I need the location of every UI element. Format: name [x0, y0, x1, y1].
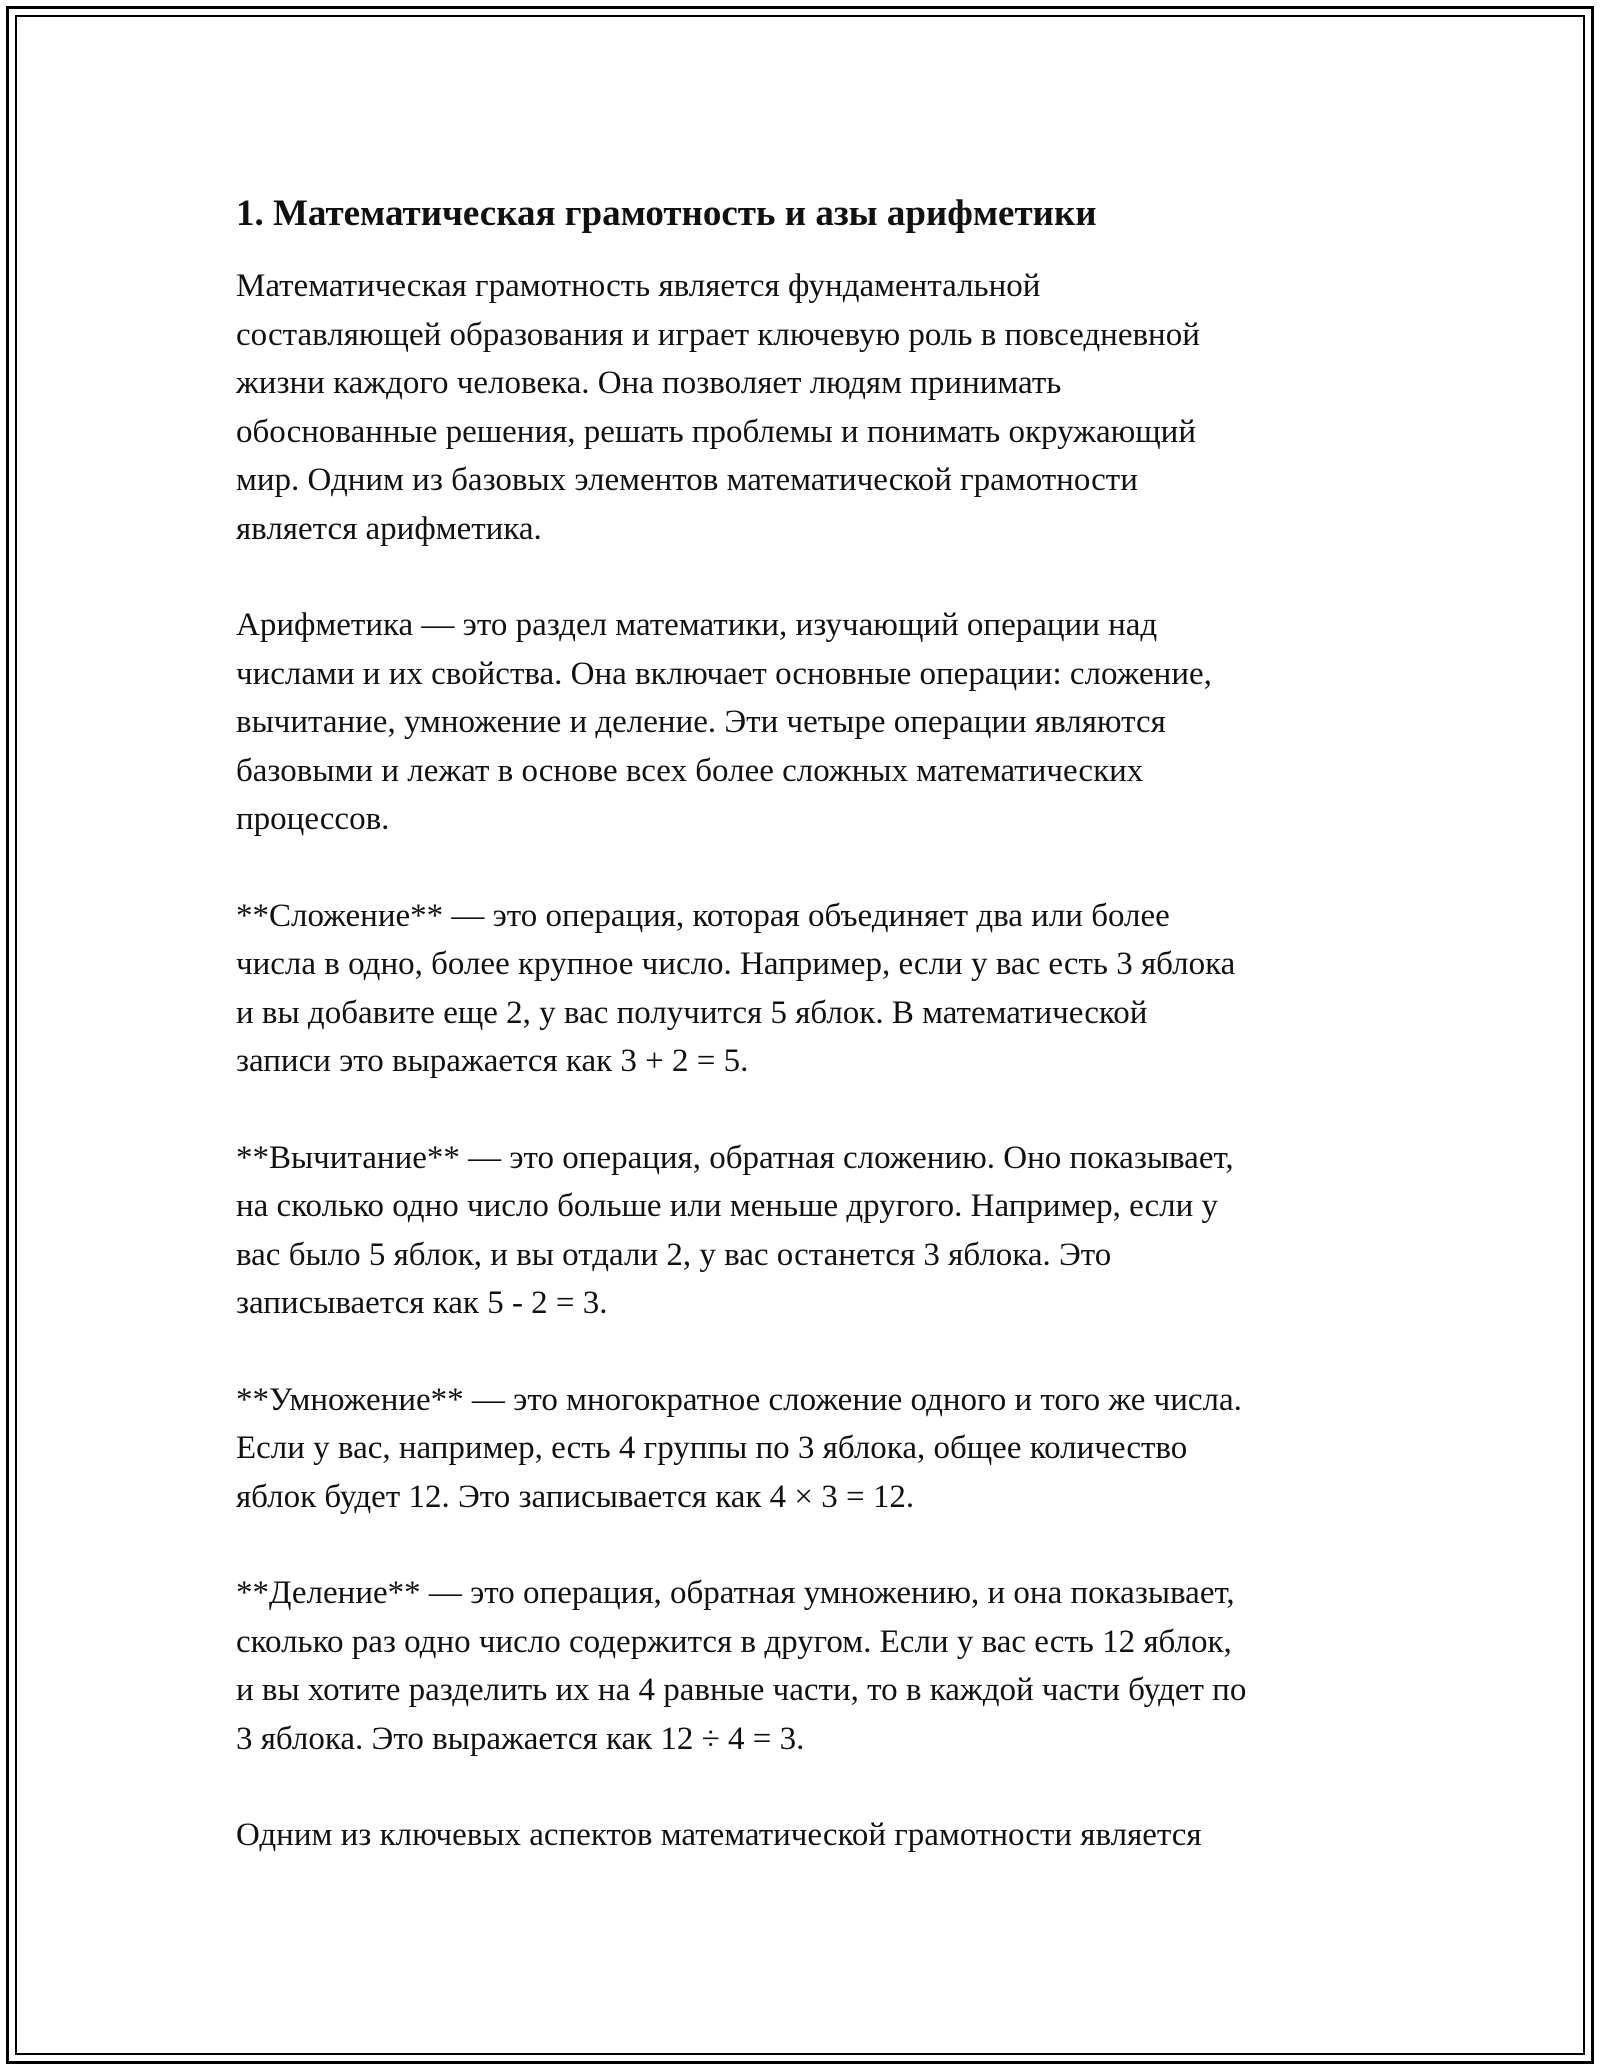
text-line: яблок будет 12. Это записывается как 4 × 3 = 12. — [236, 1478, 915, 1515]
text-line: Если у вас, например, есть 4 группы по 3 яблока, общее количество — [236, 1430, 1188, 1466]
paragraph-intro — [236, 262, 1406, 553]
text-line: процессов. — [236, 801, 390, 837]
text-line: числами и их свойства. Она включает основные операции: сложение, — [236, 655, 1212, 692]
document-body — [236, 188, 1406, 1908]
text-line: на сколько одно число больше или меньше другого. Например, если у — [236, 1188, 1219, 1224]
text-line: Одним из ключевых аспектов математической грамотности является — [236, 1817, 1202, 1853]
text-line: вас было 5 яблок, и вы отдали 2, у вас останется 3 яблока. Это — [236, 1236, 1112, 1273]
paragraph-closing — [236, 1811, 1406, 1860]
text-line: базовыми и лежат в основе всех более сложных математических — [236, 752, 1144, 789]
text-line: жизни каждого человека. Она позволяет людям принимать — [236, 365, 1062, 401]
text-line: вычитание, умножение и деление. Эти четыре операции являются — [236, 704, 1166, 740]
text-line: является арифметика. — [236, 510, 542, 547]
text-line: Математическая грамотность является фундаментальной — [236, 268, 1041, 304]
text-line: обоснованные решения, решать проблемы и понимать окружающий — [236, 413, 1196, 450]
paragraph-arithmetic — [236, 601, 1406, 844]
paragraph-multiplication — [236, 1376, 1406, 1522]
document-title: 1. Математическая грамотность и азы арифметики — [236, 193, 1097, 234]
text-line: записи это выражается как 3 + 2 = 5. — [236, 1043, 749, 1079]
text-line: Арифметика — это раздел математики, изучающий операции над — [236, 607, 1158, 643]
text-line: составляющей образования и играет ключевую роль в повседневной — [236, 316, 1200, 353]
text-line: **Вычитание** — это операция, обратная сложению. Оно показывает, — [236, 1139, 1234, 1176]
paragraph-division — [236, 1569, 1406, 1763]
paragraph-subtraction — [236, 1134, 1406, 1328]
text-line: и вы добавите еще 2, у вас получится 5 яблок. В математической — [236, 994, 1148, 1031]
text-line: записывается как 5 - 2 = 3. — [236, 1285, 608, 1321]
text-line: и вы хотите разделить их на 4 равные части, то в каждой части будет по — [236, 1672, 1247, 1708]
text-line: 3 яблока. Это выражается как 12 ÷ 4 = 3. — [236, 1720, 805, 1757]
paragraph-addition — [236, 892, 1406, 1086]
text-line: сколько раз одно число содержится в другом. Если у вас есть 12 яблок, — [236, 1623, 1232, 1660]
text-line: **Умножение** — это многократное сложение одного и того же числа. — [236, 1381, 1242, 1418]
text-line: **Сложение** — это операция, которая объединяет два или более — [236, 897, 1170, 934]
text-line: мир. Одним из базовых элементов математической грамотности — [236, 462, 1138, 498]
text-line: числа в одно, более крупное число. Например, если у вас есть 3 яблока — [236, 946, 1236, 982]
text-line: **Деление** — это операция, обратная умножению, и она показывает, — [236, 1575, 1235, 1611]
